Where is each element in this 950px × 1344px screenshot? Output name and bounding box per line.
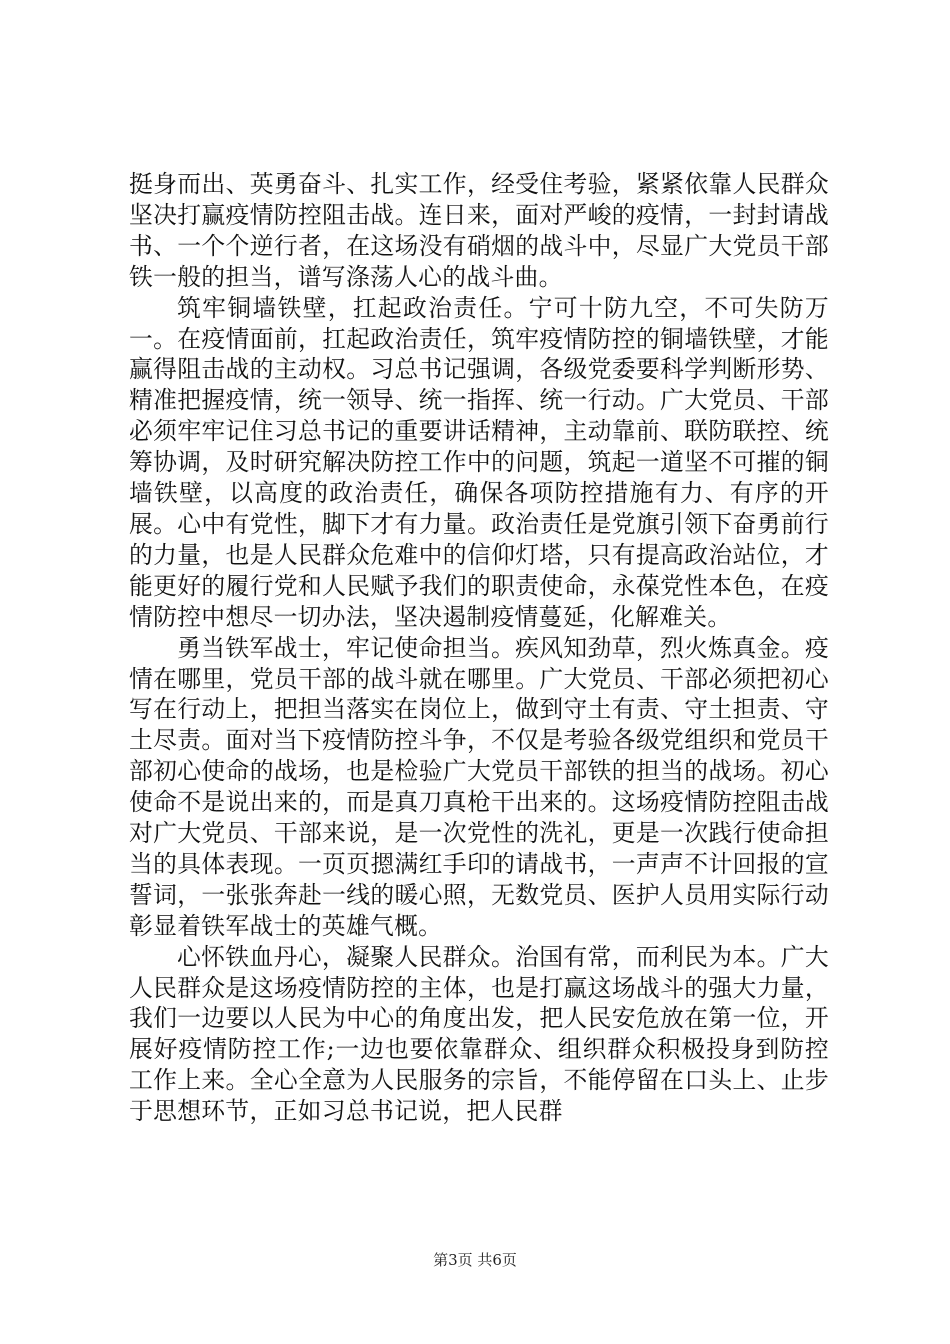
document-body — [129, 169, 829, 1127]
paragraph-mission: 勇当铁军战士，牢记使命担当。疾风知劲草，烈火炼真金。疫情在哪里，党员干部的战斗就在哪里。广大党员、干部必须把初心写在行动上，把担当落实在岗位上，做到守土有责、守土担责、守土尽责。面对当下疫情防控斗争，不仅是考验各级党组织和党员干部初心使命的战场，也是检验广大党员干部铁的担当的战场。初心使命不是说出来的，而是真刀真枪干出来的。这场疫情防控阻击战对广大党员、干部来说，是一次党性的洗礼，更是一次践行使命担当的具体表现。一页页摁满红手印的请战书，一声声不计回报的宣誓词，一张张奔赴一线的暖心照，无数党员、医护人员用实际行动彰显着铁军战士的英雄气概。 — [129, 633, 829, 940]
paragraph-people: 心怀铁血丹心，凝聚人民群众。治国有常，而利民为本。广大人民群众是这场疫情防控的主体，也是打赢这场战斗的强大力量，我们一边要以人民为中心的角度出发，把人民安危放在第一位，开展好疫情防控工作;一边也要依靠群众、组织群众积极投身到防控工作上来。全心全意为人民服务的宗旨，不能停留在口头上、止步于思想环节，正如习总书记说，把人民群 — [129, 942, 829, 1126]
paragraph-continued: 挺身而出、英勇奋斗、扎实工作，经受住考验，紧紧依靠人民群众坚决打赢疫情防控阻击战。连日来，面对严峻的疫情，一封封请战书、一个个逆行者，在这场没有硝烟的战斗中，尽显广大党员干部铁一般的担当，谱写涤荡人心的战斗曲。 — [129, 170, 829, 291]
paragraph-political-responsibility: 筑牢铜墙铁壁，扛起政治责任。宁可十防九空，不可失防万一。在疫情面前，扛起政治责任，筑牢疫情防控的铜墙铁壁，才能赢得阻击战的主动权。习总书记强调，各级党委要科学判断形势、精准把握疫情，统一领导、统一指挥、统一行动。广大党员、干部必须牢牢记住习总书记的重要讲话精神，主动靠前、联防联控、统筹协调，及时研究解决防控工作中的问题，筑起一道坚不可摧的铜墙铁壁，以高度的政治责任，确保各项防控措施有力、有序的开展。心中有党性，脚下才有力量。政治责任是党旗引领下奋勇前行的力量，也是人民群众危难中的信仰灯塔，只有提高政治站位，才能更好的履行党和人民赋予我们的职责使命，永葆党性本色，在疫情防控中想尽一切办法，坚决遏制疫情蔓延，化解难关。 — [129, 293, 829, 631]
page-number-footer: 第3页 共6页 — [433, 1251, 517, 1269]
